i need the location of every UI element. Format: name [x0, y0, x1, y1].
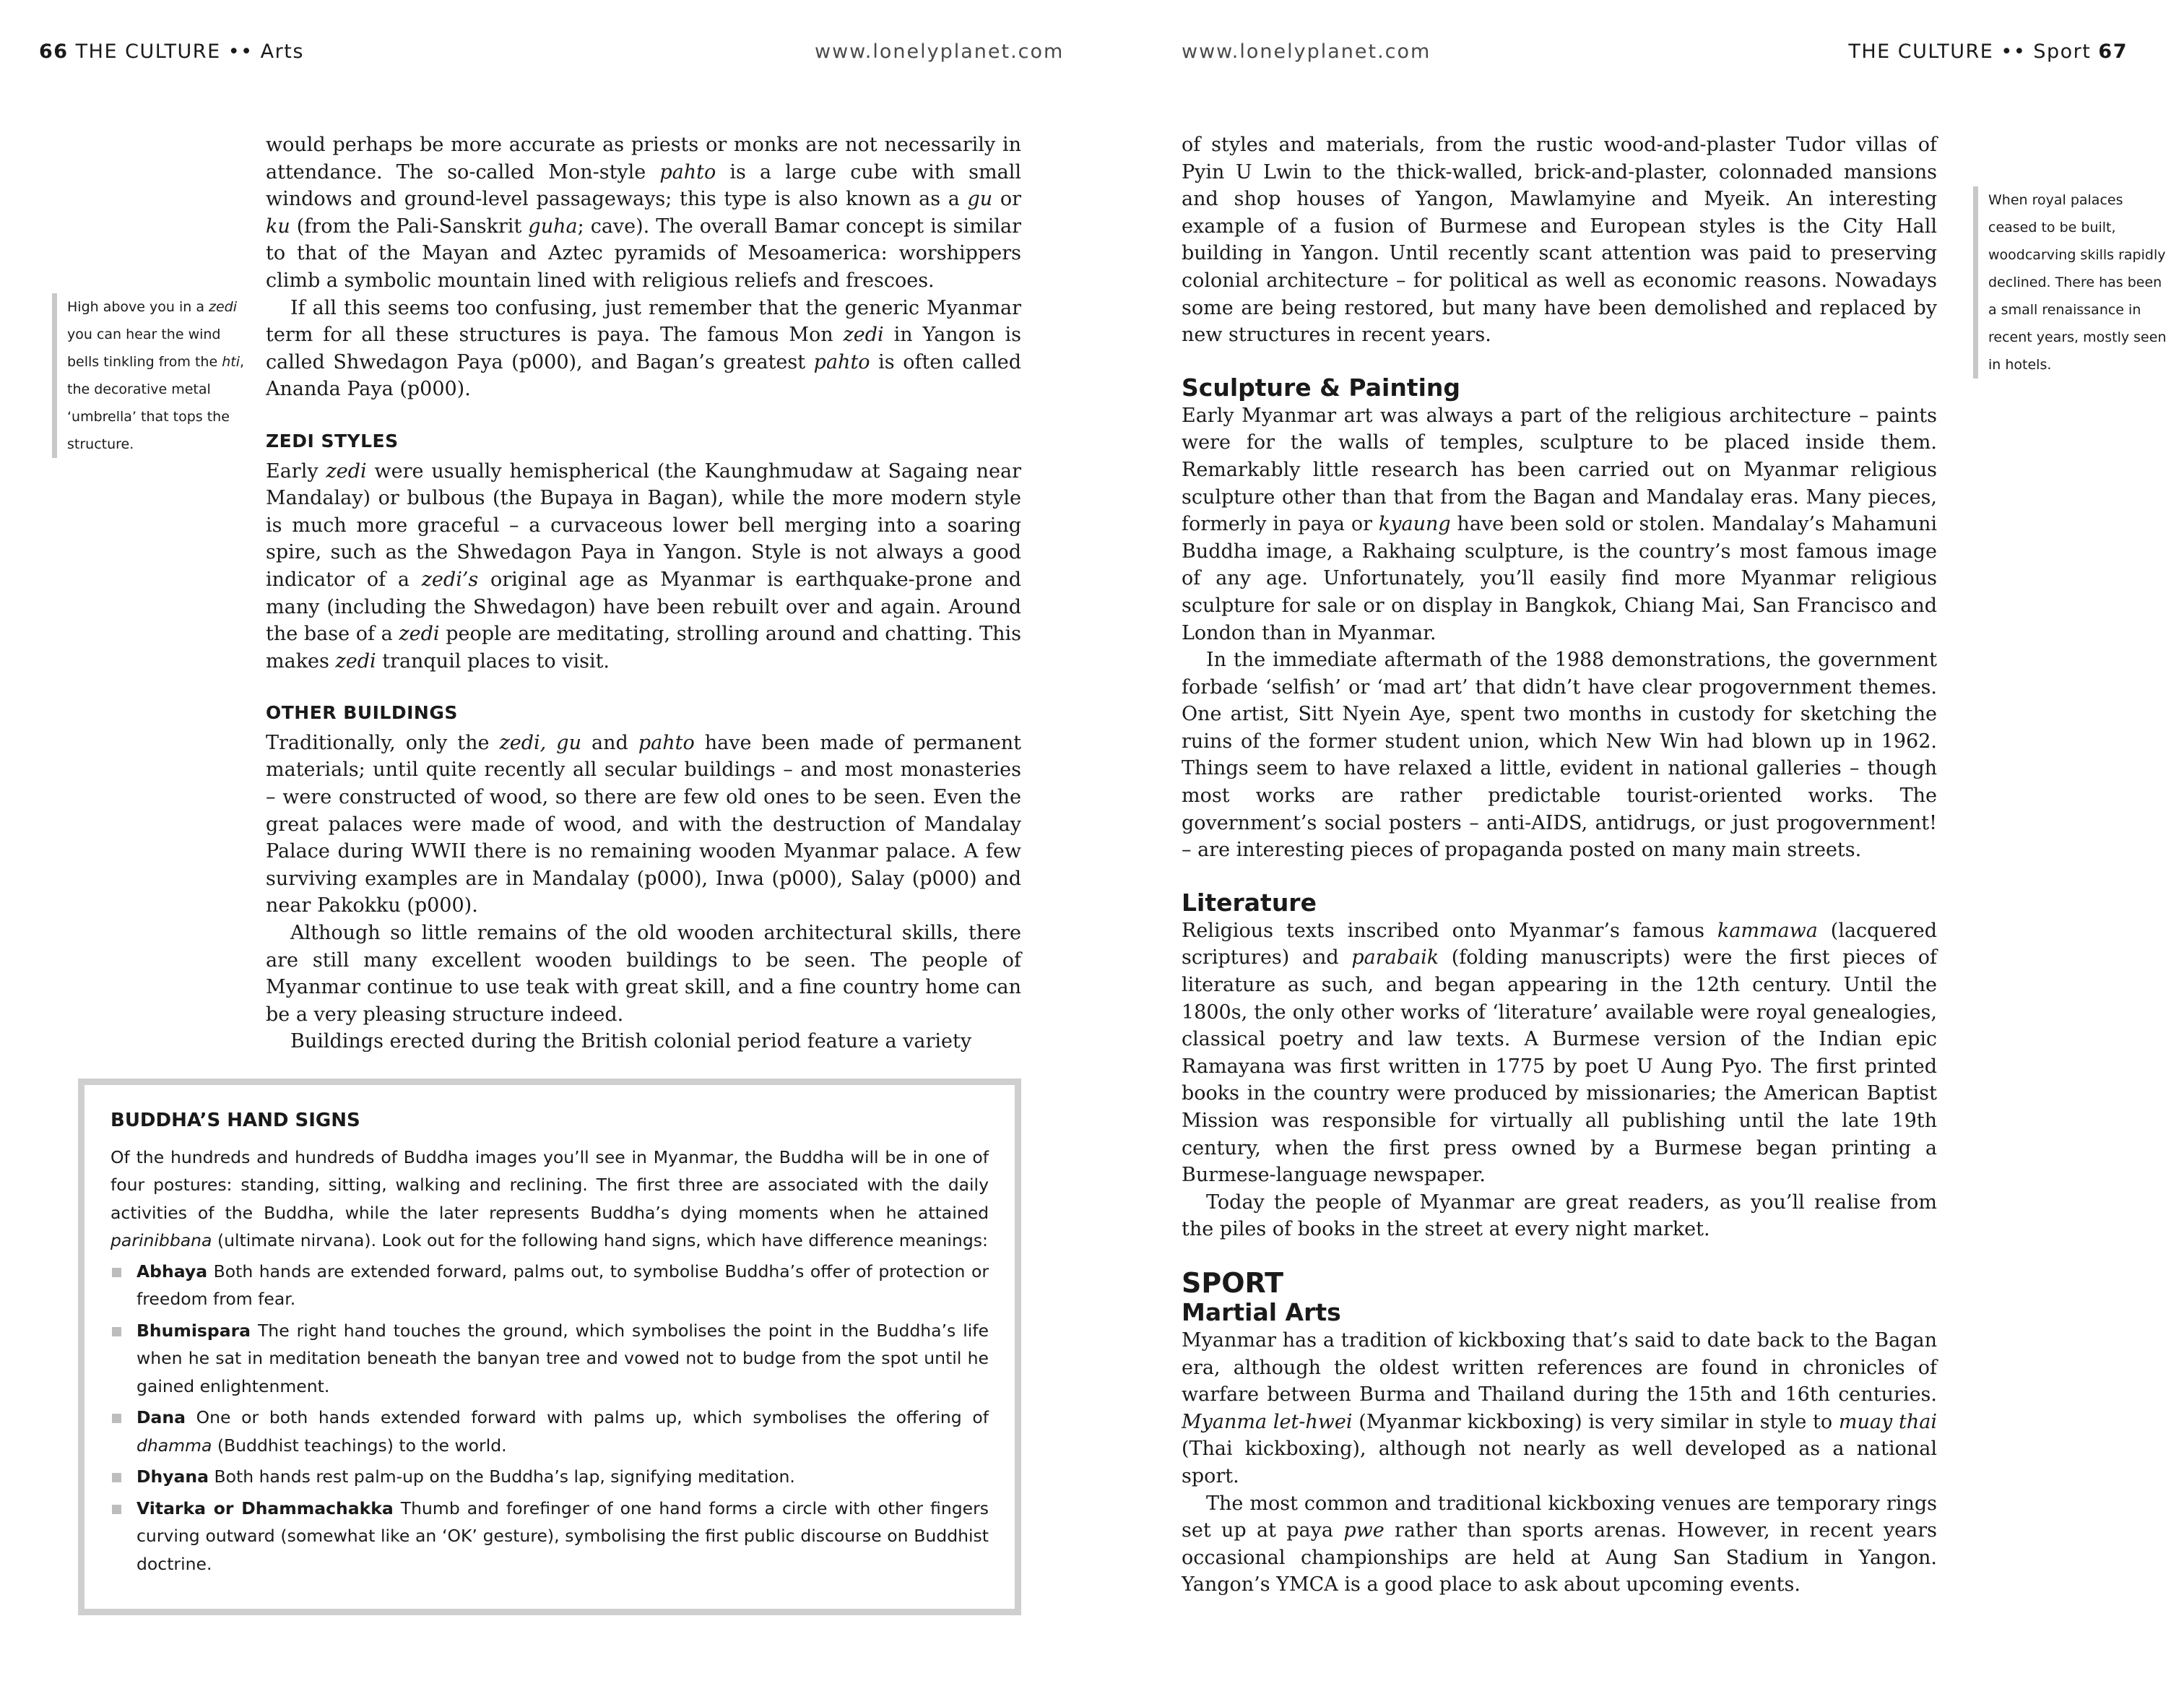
right-page-number: 67 [2098, 40, 2128, 63]
right-main-text [1182, 131, 1937, 1599]
martial-arts-heading: Martial Arts [1182, 1297, 1341, 1326]
right-header-section: THE CULTURE [1848, 40, 1994, 63]
square-bullet-icon [112, 1505, 121, 1514]
right-paragraph-3: In the immediate aftermath of the 1988 demonstrations, the government forbade ‘selfish’ or ‘mad art’ that didn’t have clear progovernment themes. One artist, Sitt Nyein Aye, spent two months in custody for sketching the ruins of the former student union, which New Win had blown up in 1962. Things seem to have relaxed a little, evident in national galleries – though most works are rather predictable tourist-oriented works. The government’s social posters – anti-AIDS, antidrugs, or just progovernment! – are interesting pieces of propaganda posted on many main streets. [1182, 649, 1937, 862]
right-paragraph-5: Today the people of Myanmar are great readers, as you’ll realise from the piles of books in the street at every night market. [1182, 1190, 1937, 1241]
zedi-styles-heading: ZEDI STYLES [266, 430, 399, 451]
right-paragraph-1: of styles and materials, from the rustic wood-and-plaster Tudor villas of Pyin U Lwin to the thick-walled, brick-and-plaster, colonnaded mansions and shop houses of Yangon, Mawlamyine and Myeik. An interesting example of a fusion of Burmese and European styles is the City Hall building in Yangon. Until recently scant attention was paid to preserving colonial architecture – for political as well as economic reasons. Nowadays some are being restored, but many have been demolished and replaced by new structures in recent years. [1182, 134, 1937, 347]
right-header-separator: •• [2001, 40, 2027, 63]
left-paragraph-4: Traditionally, only the zedi, gu and pahto have been made of permanent materials; until quite recently all secular buildings – and most monasteries – were constructed of wood, so there are few old ones to be seen. Even the great palaces were made of wood, and with the destruction of Mandalay Palace during WWII there is no remaining wooden Myanmar palace. A few surviving examples are in Mandalay (p000), Inwa (p000), Salay (p000) and near Pakokku (p000). [266, 731, 1021, 917]
right-paragraph-6: Myanmar has a tradition of kickboxing that’s said to date back to the Bagan era, although the oldest written references are found in chronicles of warfare between Burma and Thailand during the 15th and 16th centuries. Myanma let-hwei (Myanmar kickboxing) is very similar in style to muay thai (Thai kickboxing), although not nearly as well developed as a national sport. [1182, 1328, 1937, 1487]
left-main-text [266, 131, 1021, 1055]
boxout-intro: Of the hundreds and hundreds of Buddha images you’ll see in Myanmar, the Buddha will be in one of four postures: standing, sitting, walking and reclining. The first three are associated with the daily activities of the Buddha, while the later represents Buddha’s dying moments when he attained parinibbana (ultimate nirvana). Look out for the following hand signs, which have difference meanings: [110, 1146, 989, 1250]
left-header-separator: •• [228, 40, 254, 63]
list-item: Abhaya Both hands are extended forward, palms out, to symbolise Buddha’s offer of protection or freedom from fear. [110, 1258, 989, 1313]
literature-heading: Literature [1182, 888, 1317, 917]
sculpture-painting-heading: Sculpture & Painting [1182, 373, 1461, 402]
right-page [1092, 0, 2184, 1681]
left-header-url: www.lonelyplanet.com [815, 40, 1065, 63]
other-buildings-heading: OTHER BUILDINGS [266, 702, 458, 724]
left-margin-note: High above you in a zedi you can hear the wind bells tinkling from the hti, the decorative metal ‘umbrella’ that tops the structure. [52, 293, 256, 458]
sport-heading: SPORT [1182, 1266, 1283, 1299]
right-paragraph-7: The most common and traditional kickboxing venues are temporary rings set up at paya pwe rather than sports arenas. However, in recent years occasional championships are held at Aung San Stadium in Yangon. Yangon’s YMCA is a good place to ask about upcoming events. [1182, 1492, 1937, 1596]
hand-signs-list [110, 1258, 989, 1578]
square-bullet-icon [112, 1473, 121, 1482]
square-bullet-icon [112, 1414, 121, 1423]
right-header-subsection: Sport [2033, 40, 2092, 63]
left-paragraph-6: Buildings erected during the British colonial period feature a variety [290, 1030, 972, 1053]
list-item: Dhyana Both hands rest palm-up on the Buddha’s lap, signifying meditation. [110, 1463, 989, 1491]
left-paragraph-1: would perhaps be more accurate as priests or monks are not necessarily in attendance. The so-called Mon-style pahto is a large cube with small windows and ground-level passageways; this type is also known as a gu or ku (from the Pali-Sanskrit guha; cave). The overall Bamar concept is similar to that of the Mayan and Aztec pyramids of Mesoamerica: worshippers climb a symbolic mountain lined with religious reliefs and frescoes. [266, 134, 1021, 292]
boxout-title: BUDDHA’S HAND SIGNS [110, 1110, 360, 1131]
square-bullet-icon [112, 1327, 121, 1336]
right-running-header [1848, 40, 2128, 63]
right-paragraph-4: Religious texts inscribed onto Myanmar’s famous kammawa (lacquered scriptures) and parabaik (folding manuscripts) were the first pieces of literature as such, and began appearing in the 12th century. Until the 1800s, the only other works of ‘literature’ available were royal genealogies, classical poetry and law texts. A Burmese version of the Indian epic Ramayana was first written in 1775 by poet U Aung Pyo. The first printed books in the country were produced by missionaries; the American Baptist Mission was responsible for virtually all publishing until the late 19th century, when the first press owned by a Burmese began printing a Burmese-language newspaper. [1182, 919, 1937, 1187]
right-header-url: www.lonelyplanet.com [1182, 40, 1431, 63]
left-paragraph-5: Although so little remains of the old wooden architectural skills, there are still many excellent wooden buildings to be seen. The people of Myanmar continue to use teak with great skill, and a fine country home can be a very pleasing structure indeed. [266, 922, 1021, 1026]
list-item: Vitarka or Dhammachakka Thumb and forefinger of one hand forms a circle with other fingers curving outward (somewhat like an ‘OK’ gesture), symbolising the first public discourse on Buddhist doctrine. [110, 1495, 989, 1578]
square-bullet-icon [112, 1268, 121, 1277]
right-margin-note: When royal palaces ceased to be built, woodcarving skills rapidly declined. There has been a small renaissance in recent years, mostly seen in hotels. [1973, 186, 2169, 379]
left-page-number: 66 [39, 40, 69, 63]
left-running-header [39, 40, 304, 63]
left-paragraph-2: If all this seems too confusing, just remember that the generic Myanmar term for all these structures is paya. The famous Mon zedi in Yangon is called Shwedagon Paya (p000), and Bagan’s greatest pahto is often called Ananda Paya (p000). [266, 296, 1022, 401]
left-header-subsection: Arts [260, 40, 304, 63]
list-item: Bhumispara The right hand touches the ground, which symbolises the point in the Buddha’s life when he sat in meditation beneath the banyan tree and vowed not to budge from the spot until he gained enlightenment. [110, 1317, 989, 1401]
left-header-section: THE CULTURE [75, 40, 221, 63]
buddha-hand-signs-boxout [78, 1079, 1021, 1615]
right-paragraph-2: Early Myanmar art was always a part of the religious architecture – paints were for the walls of temples, sculpture to be placed inside them. Remarkably little research has been carried out on Myanmar religious sculpture other than that from the Bagan and Mandalay eras. Many pieces, formerly in paya or kyaung have been sold or stolen. Mandalay’s Mahamuni Buddha image, a Rakhaing sculpture, is the country’s most famous image of any age. Unfortunately, you’ll easily find more Myanmar religious sculpture for sale or on display in Bangkok, Chiang Mai, San Francisco and London than in Myanmar. [1182, 404, 1937, 644]
list-item: Dana One or both hands extended forward with palms up, which symbolises the offering of dhamma (Buddhist teachings) to the world. [110, 1404, 989, 1459]
left-paragraph-3: Early zedi were usually hemispherical (the Kaunghmudaw at Sagaing near Mandalay) or bulbous (the Bupaya in Bagan), while the more modern style is much more graceful – a curvaceous lower bell merging into a soaring spire, such as the Shwedagon Paya in Yangon. Style is not always a good indicator of a zedi’s original age as Myanmar is earthquake-prone and many (including the Shwedagon) have been rebuilt over and again. Around the base of a zedi people are meditating, strolling around and chatting. This makes zedi tranquil places to visit. [266, 459, 1021, 673]
